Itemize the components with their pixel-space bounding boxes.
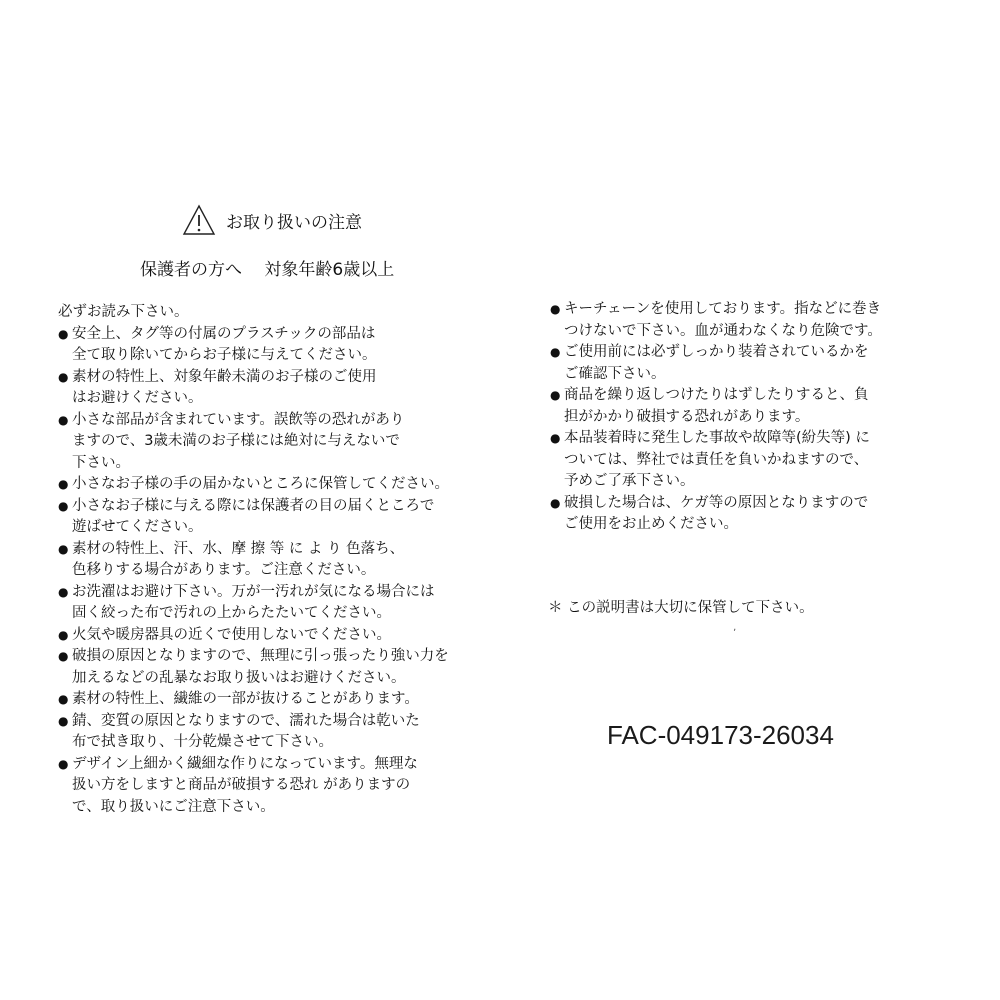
title-row [182, 200, 482, 240]
caution-text: 素材の特性上、繊維の一部が抜けることがあります。 [72, 691, 419, 707]
caution-item [58, 754, 478, 819]
bullet-icon: ● [550, 388, 561, 402]
caution-text: 破損の原因となりますので、無理に引っ張ったり強い力を 加えるなどの乱暴なお取り扱いはお避けください。 [72, 648, 449, 686]
storage-note: ＊ この説明書は大切に保管して下さい。 [548, 600, 814, 616]
bullet-icon: ● [58, 627, 69, 642]
bullet-icon: ● [550, 345, 561, 359]
warning-triangle-icon [182, 203, 216, 237]
caution-item [58, 539, 478, 582]
caution-item [550, 493, 950, 536]
caution-text: ご使用前には必ずしっかり装着されているかを ご確認下さい。 [564, 344, 869, 382]
left-caution-list [58, 324, 478, 819]
right-caution-list [550, 299, 950, 536]
stray-mark: ʼ [733, 628, 737, 639]
caution-text: 素材の特性上、汗、水、摩 擦 等 に よ り 色落ち、 色移りする場合があります。ご注意ください。 [72, 540, 405, 578]
caution-text: 小さなお子様に与える際には保護者の目の届くところで 遊ばせてください。 [72, 497, 435, 535]
caution-item [58, 367, 478, 410]
caution-item [550, 428, 950, 493]
caution-text: お洗濯はお避け下さい。万が一汚れが気になる場合には 固く絞った布で汚れの上からたたいてください。 [72, 583, 435, 621]
caution-text: 商品を繰り返しつけたりはずしたりすると、負 担がかかり破損する恐れがあります。 [564, 387, 869, 425]
bullet-icon: ● [58, 541, 69, 556]
bullet-icon: ● [550, 302, 561, 316]
caution-text: 破損した場合は、ケガ等の原因となりますので ご使用をお止めください。 [564, 494, 869, 532]
bullet-icon: ● [58, 584, 69, 599]
bullet-icon: ● [58, 369, 69, 384]
caution-text: 安全上、タグ等の付属のプラスチックの部品は 全て取り除いてからお子様に与えてください。 [72, 325, 377, 363]
caution-text: キーチェーンを使用しております。指などに巻き つけないで下さい。血が通わなくなり危険です。 [564, 301, 882, 339]
bullet-icon: ● [58, 498, 69, 513]
bullet-icon: ● [58, 326, 69, 341]
caution-item [58, 625, 478, 647]
caution-item [58, 689, 478, 711]
page-subtitle: 保護者の方へ 対象年齢6歳以上 [140, 260, 395, 280]
left-column [58, 302, 478, 818]
intro-text: 必ずお読み下さい。 [58, 304, 189, 320]
caution-item [58, 474, 478, 496]
caution-text: 火気や暖房器具の近くで使用しないでください。 [72, 626, 391, 643]
bullet-icon: ● [550, 495, 561, 510]
caution-item [58, 646, 478, 689]
caution-text: 小さなお子様の手の届かないところに保管してください。 [72, 476, 449, 492]
bullet-icon: ● [58, 713, 69, 728]
right-column [550, 299, 950, 536]
product-code: FAC-049173-26034 [607, 720, 834, 750]
bullet-icon: ● [58, 649, 69, 663]
bullet-icon: ● [58, 477, 69, 491]
caution-text: 素材の特性上、対象年齢未満のお子様のご使用 はお避けください。 [72, 368, 377, 406]
caution-text: 小さな部品が含まれています。誤飲等の恐れがあり ますので、3歳未満のお子様には絶対に与えないで 下さい。 [72, 411, 405, 471]
bullet-icon: ● [550, 431, 561, 445]
caution-text: デザイン上細かく繊細な作りになっています。無理な 扱い方をしますと商品が破損する恐れ がありますの で、取り扱いにご注意下さい。 [72, 755, 418, 815]
bullet-icon: ● [58, 692, 69, 706]
caution-text: 錆、変質の原因となりますので、濡れた場合は乾いた 布で拭き取り、十分乾燥させて下さい。 [72, 712, 420, 750]
caution-item [58, 496, 478, 539]
caution-item [550, 385, 950, 428]
caution-item [550, 299, 950, 342]
bullet-icon: ● [58, 756, 69, 771]
page-title: お取り扱いの注意 [226, 212, 362, 233]
caution-item [550, 342, 950, 385]
caution-item [58, 582, 478, 625]
caution-item [58, 711, 478, 754]
caution-item [58, 324, 478, 367]
caution-text: 本品装着時に発生した事故や故障等(紛失等) に ついては、弊社では責任を負いかねますので、 予めご了承下さい。 [564, 430, 870, 489]
caution-item [58, 410, 478, 475]
bullet-icon: ● [58, 412, 69, 427]
